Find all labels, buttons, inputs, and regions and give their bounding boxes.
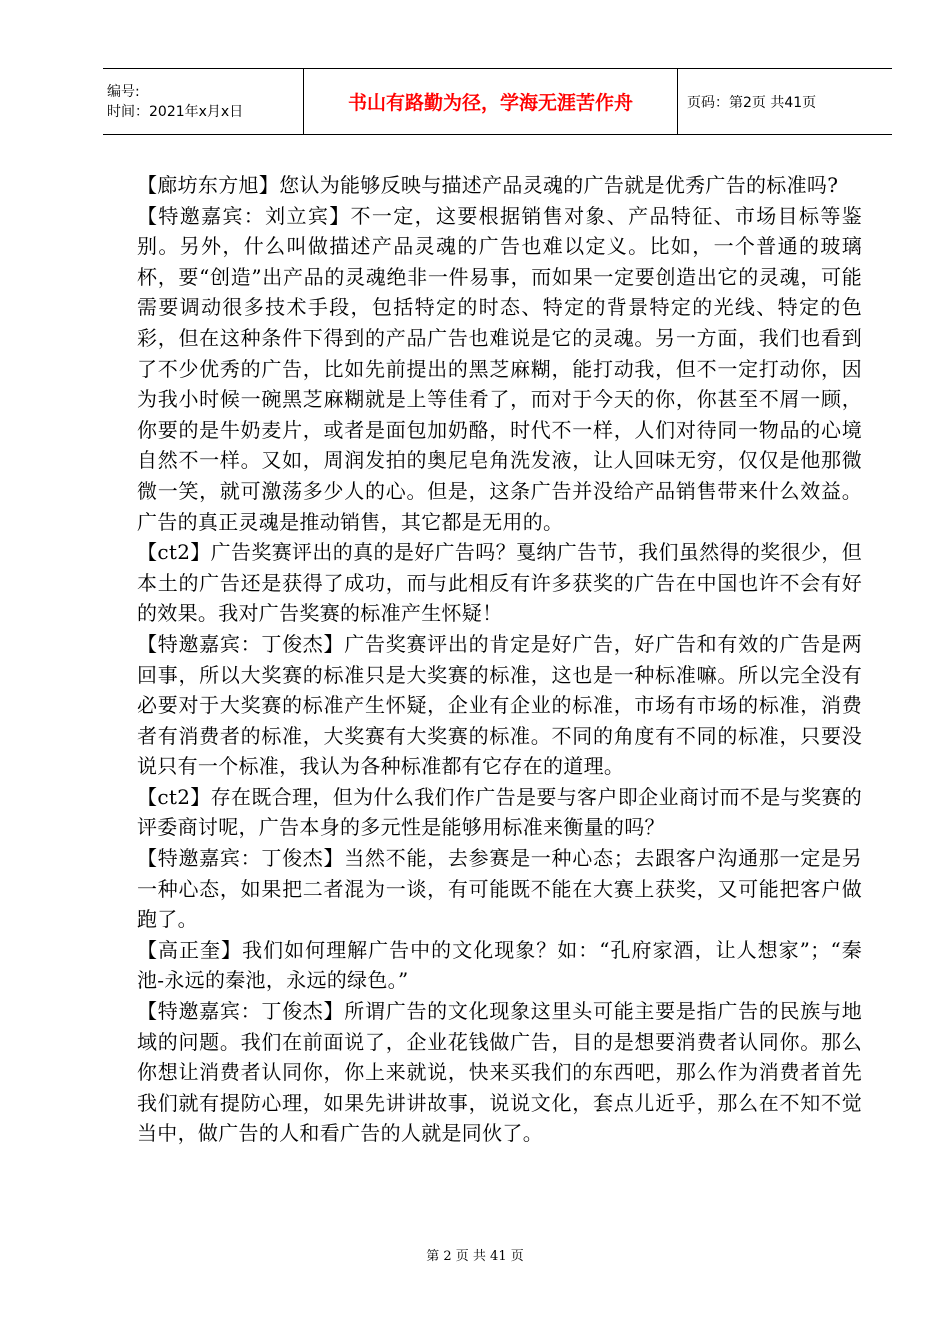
paragraph: 【特邀嘉宾：刘立宾】不一定，这要根据销售对象、产品特征、市场目标等鉴别。另外，什么叫做描述产品灵魂的广告也难以定义。比如，一个普通的玻璃杯，要“创造”出产品的灵魂绝非一件易事，而如果一定要创造出它的灵魂，可能需要调动很多技术手段，包括特定的时态、特定的背景特定的光线、特定的色彩，但在这种条件下得到的产品广告也难说是它的灵魂。另一方面，我们也看到了不少优秀的广告，比如先前提出的黑芝麻糊，能打动我，但不一定打动你，因为我小时候一碗黑芝麻糊就是上等佳肴了，而对于今天的你，你甚至不屑一顾，你要的是牛奶麦片，或者是面包加奶酪，时代不一样，人们对待同一物品的心境自然不一样。又如，周润发拍的奥尼皂角洗发液，让人回味无穷，仅仅是他那微微一笑，就可激荡多少人的心。但是，这条广告并没给产品销售带来什么效益。广告的真正灵魂是推动销售，其它都是无用的。	[137, 203, 862, 534]
page-info-text: 页码：第2页 共41页	[687, 94, 817, 111]
paragraph: 【廊坊东方旭】您认为能够反映与描述产品灵魂的广告就是优秀广告的标准吗?	[137, 173, 839, 197]
paragraph: 【特邀嘉宾：丁俊杰】所谓广告的文化现象这里头可能主要是指广告的民族与地域的问题。我们在前面说了，企业花钱做广告，目的是想要消费者认同你。那么你想让消费者认同你，你上来就说，快来买我们的东西吧，那么作为消费者首先我们就有提防心理，如果先讲讲故事，说说文化，套点儿近乎，那么在不知不觉当中，做广告的人和看广告的人就是同伙了。	[137, 999, 862, 1146]
header-meta-cell	[103, 69, 304, 134]
motto-cell	[304, 69, 678, 134]
paragraph: 【特邀嘉宾：丁俊杰】广告奖赛评出的肯定是好广告，好广告和有效的广告是两回事，所以大奖赛的标准只是大奖赛的标准，这也是一种标准嘛。所以完全没有必要对于大奖赛的标准产生怀疑，企业有企业的标准，市场有市场的标准，消费者有消费者的标准，大奖赛有大奖赛的标准。不同的角度有不同的标准，只要没说只有一个标准，我认为各种标准都有它存在的道理。	[137, 631, 862, 779]
page-info-cell	[678, 69, 892, 134]
paragraph: 【特邀嘉宾：丁俊杰】当然不能，去参赛是一种心态；去跟客户沟通那一定是另一种心态，如果把二者混为一谈，有可能既不能在大赛上获奖，又可能把客户做跑了。	[137, 846, 862, 932]
number-label: 编号:	[107, 83, 140, 100]
time-label: 时间：2021年x月x日	[107, 103, 244, 120]
page-header	[103, 68, 892, 135]
document-body	[137, 170, 862, 1149]
page-footer	[0, 1245, 950, 1264]
paragraph: 【ct2】存在既合理，但为什么我们作广告是要与客户即企业商讨而不是与奖赛的评委商讨呢，广告本身的多元性是能够用标准来衡量的吗？	[137, 784, 862, 840]
paragraph: 【ct2】广告奖赛评出的真的是好广告吗？戛纳广告节，我们虽然得的奖很少，但本土的广告还是获得了成功，而与此相反有许多获奖的广告在中国也许不会有好的效果。我对广告奖赛的标准产生怀疑！	[137, 540, 862, 626]
footer-page-number: 第 2 页 共 41 页	[426, 1249, 524, 1264]
paragraph: 【高正奎】我们如何理解广告中的文化现象？如：“孔府家酒，让人想家”；“秦池-永远的秦池，永远的绿色。”	[137, 937, 862, 993]
motto-text: 书山有路勤为径，学海无涯苦作舟	[347, 92, 633, 114]
